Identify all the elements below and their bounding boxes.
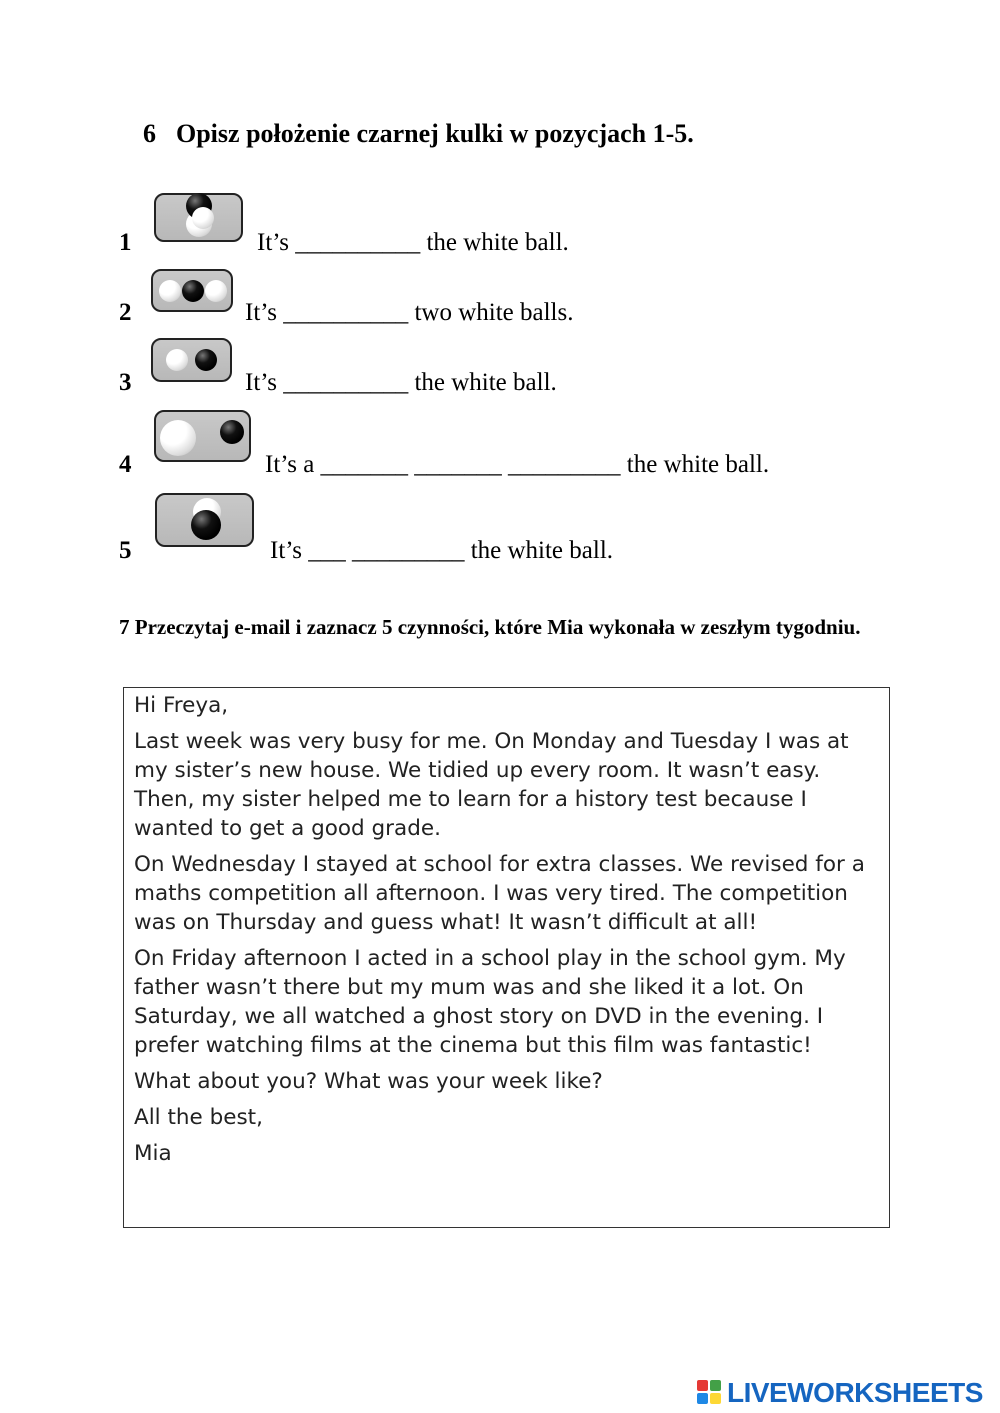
black-ball-icon bbox=[182, 280, 204, 302]
logo-square-green bbox=[710, 1380, 721, 1391]
email-greeting: Hi Freya, bbox=[134, 693, 229, 718]
logo-square-yellow bbox=[710, 1393, 721, 1404]
email-paragraph-1: Last week was very busy for me. On Monday and Tuesday I was at my sister’s new house. We tidied up every room. It wasn’t easy. Then, my sister helped me to learn for a history test because I wanted to get a good grade. bbox=[134, 729, 849, 841]
email-closing: All the best, bbox=[134, 1105, 263, 1130]
item-4-number: 4 bbox=[119, 451, 132, 478]
white-ball-icon bbox=[160, 420, 196, 456]
exercise-7-heading: 7 Przeczytaj e-mail i zaznacz 5 czynności, które Mia wykonała w zeszłym tygodniu. bbox=[119, 615, 861, 639]
white-ball-icon bbox=[159, 280, 181, 302]
exercise-6-heading bbox=[143, 119, 694, 149]
black-ball-icon bbox=[191, 510, 221, 540]
item-1-text: It’s __________ the white ball. bbox=[257, 229, 569, 256]
item-2-ball-picture bbox=[151, 269, 233, 312]
email-paragraph-3: On Friday afternoon I acted in a school play in the school gym. My father wasn’t there but my mum was and she liked it a lot. On Saturday, we all watched a ghost story on DVD in the evening. I prefer watching films at the cinema but this film was fantastic! bbox=[134, 946, 846, 1058]
white-ball-icon bbox=[166, 349, 188, 371]
email-paragraph-4: What about you? What was your week like? bbox=[134, 1069, 603, 1094]
item-5-number: 5 bbox=[119, 537, 132, 564]
item-1-ball-picture bbox=[154, 193, 243, 242]
email-paragraph-2: On Wednesday I stayed at school for extra classes. We revised for a maths competition all afternoon. I was very tired. The competition was on Thursday and guess what! It wasn’t difficult at all! bbox=[134, 852, 865, 935]
item-3-ball-picture bbox=[151, 338, 232, 382]
item-5-text: It’s ___ _________ the white ball. bbox=[270, 537, 614, 564]
item-1-number: 1 bbox=[119, 229, 132, 256]
liveworksheets-mark-icon bbox=[697, 1380, 723, 1406]
logo-square-red bbox=[697, 1380, 708, 1391]
logo-square-blue bbox=[697, 1393, 708, 1404]
item-2-number: 2 bbox=[119, 299, 132, 326]
item-2-text: It’s __________ two white balls. bbox=[245, 299, 574, 326]
exercise-6-title: Opisz położenie czarnej kulki w pozycjach 1-5. bbox=[176, 119, 694, 148]
email-box bbox=[123, 687, 890, 1228]
liveworksheets-wordmark: LIVEWORKSHEETS bbox=[727, 1377, 983, 1408]
item-5-ball-picture bbox=[155, 493, 254, 547]
black-ball-icon bbox=[220, 420, 244, 444]
email-signature: Mia bbox=[134, 1141, 172, 1166]
item-4-text: It’s a _______ _______ _________ the white ball. bbox=[265, 451, 770, 478]
liveworksheets-logo bbox=[697, 1376, 983, 1410]
item-3-number: 3 bbox=[119, 369, 132, 396]
white-ball-front-icon bbox=[192, 207, 214, 229]
exercise-6-number: 6 bbox=[143, 119, 156, 148]
item-3-text: It’s __________ the white ball. bbox=[245, 369, 557, 396]
white-ball-icon bbox=[205, 280, 227, 302]
black-ball-icon bbox=[195, 349, 217, 371]
item-4-ball-picture bbox=[154, 410, 251, 462]
